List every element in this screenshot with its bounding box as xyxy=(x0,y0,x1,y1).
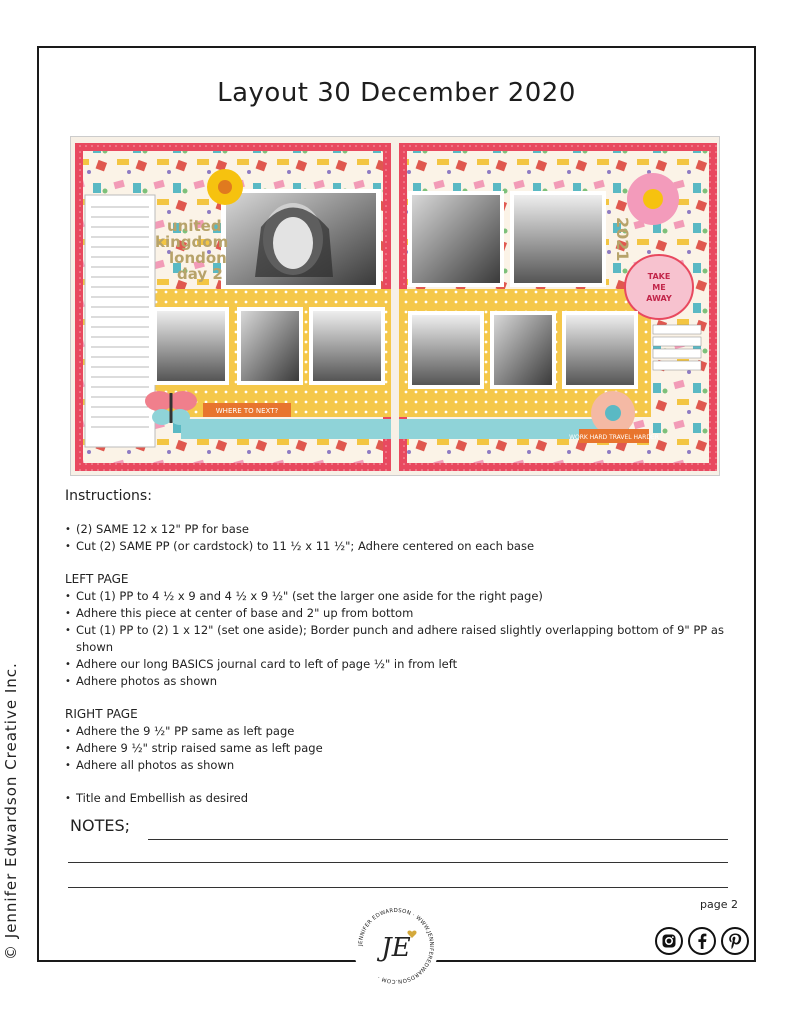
list-item: • Cut (2) SAME PP (or cardstock) to 11 ½ x 11 ½"; Adhere centered on each base xyxy=(65,538,745,555)
list-item: • Adhere the 9 ½" PP same as left page xyxy=(65,723,745,740)
brand-logo xyxy=(352,902,440,990)
base-list xyxy=(65,521,745,555)
left-page-title: LEFT PAGE xyxy=(65,572,129,586)
list-item: • (2) SAME 12 x 12" PP for base xyxy=(65,521,745,538)
right-page-title: RIGHT PAGE xyxy=(65,707,138,721)
right-page-list xyxy=(65,723,745,774)
year-word: 2021 xyxy=(613,217,632,262)
list-item: • Adhere our long BASICS journal card to left of page ½" in from left xyxy=(65,656,745,673)
title-word-4: day 2 xyxy=(177,265,223,283)
right-page-group xyxy=(65,706,745,774)
label-where-to-next: WHERE TO NEXT? xyxy=(215,407,279,415)
list-item: • Adhere 9 ½" strip raised same as left page xyxy=(65,740,745,757)
instagram-icon[interactable] xyxy=(655,927,683,955)
title-word-3: london xyxy=(169,249,227,267)
notes-label: NOTES; xyxy=(70,816,130,835)
list-item: • Title and Embellish as desired xyxy=(65,790,745,807)
left-page-list xyxy=(65,588,745,690)
svg-text:TAKE: TAKE xyxy=(647,272,671,281)
list-item: • Adhere this piece at center of base and 2" up from bottom xyxy=(65,605,745,622)
title-word-2: kingdom xyxy=(155,233,229,251)
copyright-vertical: © Jennifer Edwardson Creative Inc. xyxy=(2,662,20,960)
layout-photo-illustration xyxy=(71,137,720,476)
notes-line-2 xyxy=(68,862,728,863)
left-page-group xyxy=(65,571,745,690)
facebook-icon[interactable] xyxy=(688,927,716,955)
page-title: Layout 30 December 2020 xyxy=(217,78,576,108)
instructions xyxy=(65,488,745,823)
logo-monogram: JE xyxy=(381,933,411,963)
list-item: • Adhere photos as shown xyxy=(65,673,745,690)
final-group xyxy=(65,790,745,807)
list-item: • Adhere all photos as shown xyxy=(65,757,745,774)
svg-text:ME: ME xyxy=(652,283,666,292)
title-word-1: united xyxy=(167,217,222,235)
instructions-heading: Instructions: xyxy=(65,488,152,504)
page-number: page 2 xyxy=(700,898,738,911)
base-group xyxy=(65,521,745,555)
pinterest-icon[interactable] xyxy=(721,927,749,955)
notes-line-3 xyxy=(68,887,728,888)
logo-ring-text: JENNIFER EDWARDSON · WWW.JENNIFEREDWARDSON.COM · xyxy=(357,907,435,985)
label-work-hard: WORK HARD TRAVEL HARDER xyxy=(569,434,659,441)
final-list xyxy=(65,790,745,807)
list-item: • Cut (1) PP to 4 ½ x 9 and 4 ½ x 9 ½" (set the larger one aside for the right page) xyxy=(65,588,745,605)
list-item: • Cut (1) PP to (2) 1 x 12" (set one aside); Border punch and adhere raised slightly overlapping bottom of 9" PP as shown xyxy=(65,622,745,656)
layout-photo xyxy=(70,136,720,476)
notes-line-1 xyxy=(148,839,728,840)
svg-text:AWAY: AWAY xyxy=(646,294,672,303)
